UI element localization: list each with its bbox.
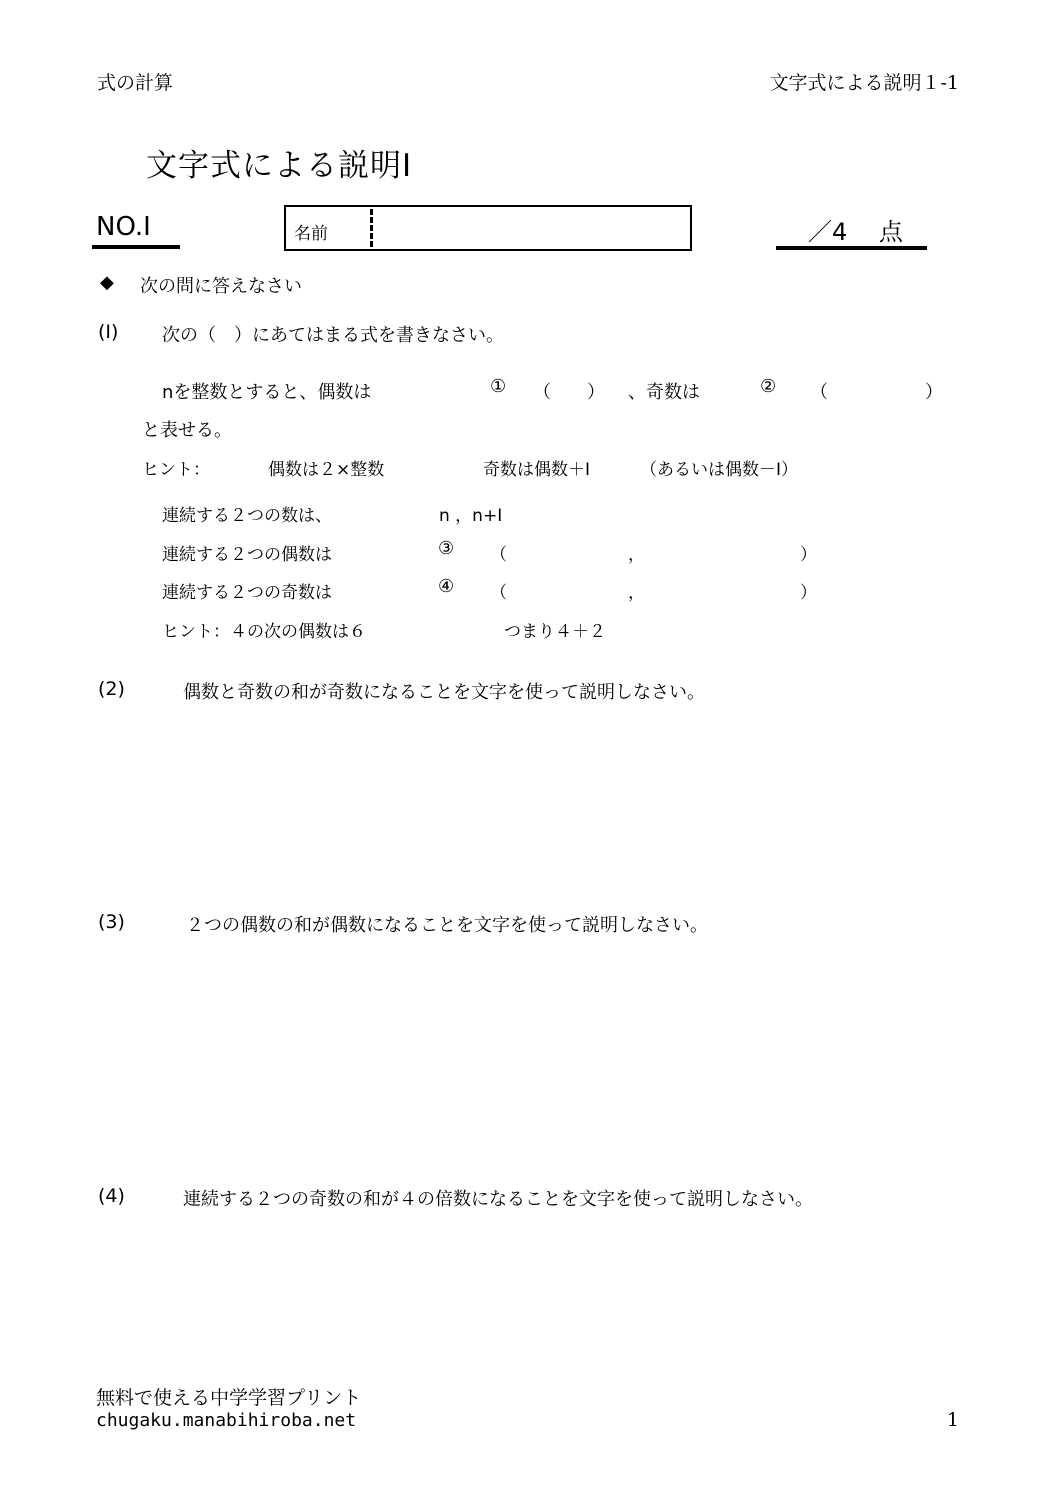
hint-alt: （あるいは偶数－Ⅰ） xyxy=(640,460,799,480)
name-divider xyxy=(370,209,373,247)
blank4-label: ④ xyxy=(438,576,455,597)
footer-url[interactable]: chugaku.manabihiroba.net xyxy=(96,1410,357,1431)
q3-number: (3) xyxy=(98,911,125,933)
blank1-parens: （ ） xyxy=(533,382,605,403)
blank3-comma: ， xyxy=(628,545,645,565)
q2-text: 偶数と奇数の和が奇数になることを文字を使って説明しなさい。 xyxy=(183,682,705,703)
hint2-text: ヒント：４の次の偶数は６ xyxy=(162,622,366,642)
consecutive-row1-value: n ，n+Ⅰ xyxy=(439,506,503,526)
score-label: ／4 点 xyxy=(808,218,903,246)
blank3-label: ③ xyxy=(438,538,455,559)
name-label: 名前 xyxy=(294,224,328,244)
consecutive-row1-label: 連続する２つの数は、 xyxy=(162,506,332,526)
number-underline xyxy=(92,245,180,249)
blank4-close: ） xyxy=(800,583,817,603)
q3-text: ２つの偶数の和が偶数になることを文字を使って説明しなさい。 xyxy=(186,915,708,936)
page-number: 1 xyxy=(946,1409,959,1431)
blank3-open: （ xyxy=(490,545,507,565)
number-label: NO.Ⅰ xyxy=(96,212,151,242)
blank2-label: ② xyxy=(760,376,777,397)
header-left: 式の計算 xyxy=(97,72,174,94)
q4-number: (4) xyxy=(98,1185,125,1207)
instruction-marker: ◆ xyxy=(100,272,114,293)
q4-text: 連続する２つの奇数の和が４の倍数になることを文字を使って説明しなさい。 xyxy=(183,1189,813,1210)
instruction-text: 次の問に答えなさい xyxy=(140,276,302,297)
footer-line1: 無料で使える中学学習プリント xyxy=(96,1387,362,1409)
q1-line1-lead: nを整数とすると、偶数は xyxy=(162,382,372,403)
score-underline xyxy=(776,246,927,250)
consecutive-row2-label: 連続する２つの偶数は xyxy=(162,545,332,565)
q1-number: (Ⅰ) xyxy=(98,321,119,343)
blank3-close: ） xyxy=(800,545,817,565)
blank4-open: （ xyxy=(490,583,507,603)
header-right: 文字式による説明１-1 xyxy=(769,72,959,94)
hint-label: ヒント： xyxy=(142,460,210,480)
hint2-after: つまり４＋２ xyxy=(504,622,606,642)
blank4-comma: ， xyxy=(628,583,645,603)
consecutive-row3-label: 連続する２つの奇数は xyxy=(162,583,332,603)
blank2-open: （ xyxy=(810,382,828,403)
hint-even: 偶数は２×整数 xyxy=(268,460,385,480)
page-title: 文字式による説明Ⅰ xyxy=(146,148,413,184)
q2-number: (2) xyxy=(98,678,125,700)
hint-odd: 奇数は偶数＋Ⅰ xyxy=(483,460,591,480)
q1-line1-mid: 、奇数は xyxy=(628,382,700,403)
name-field[interactable] xyxy=(284,205,692,251)
blank2-close: ） xyxy=(925,382,943,403)
q1-text: 次の（ ）にあてはまる式を書きなさい。 xyxy=(162,325,504,346)
q1-line2: と表せる。 xyxy=(142,420,232,441)
blank1-label: ① xyxy=(490,376,507,397)
